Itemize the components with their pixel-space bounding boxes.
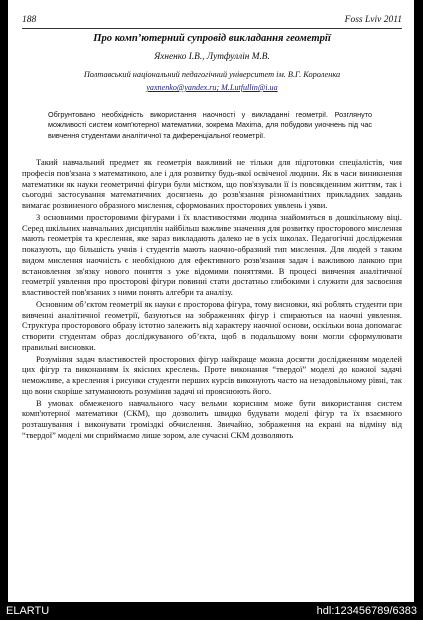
paper-abstract: Обгрунтовано необхідність використання наочності у викладанні геометрії. Розглянуто можливості систем комп'ютерної математики, зокрема Maxima, для побудови уиочнень під час вивчення студентами аналітичної та диференціальної геометрії. — [48, 110, 372, 140]
handle-label: hdl:123456789/6383 — [316, 605, 417, 617]
body-paragraph-3: Основним об’єктом геометрії як науки є просторова фігура, тому висновки, які роблять студенти при вивченні аналітичної геометрії, базуються на зображеннях фігур і спираються на наочні уявлення. Структура просторового образу істотно залежить від характеру наочної основи, оскільки вона допомагає створити студентам образ досліджуваного об’єкта, щоб в подальшому вони могли сформулювати правильні висновки. — [22, 298, 402, 352]
body-paragraph-5: В умовах обмеженого навчального часу вельми корисним може бути використання систем комп'ютерної математики (СКМ), що дозволить швидко будувати моделі фігур та їх взаємного розташування і виконувати громіздкі обчислення. Звичайно, зображення на екрані на відміну від “твердої” моделі ми сприймаємо лише зором, але сучасні СКМ дозволяють — [22, 397, 402, 440]
paper-title: Про комп’ютерний супровід викладання геометрії — [93, 33, 331, 44]
paper-page — [8, 0, 414, 602]
paper-authors: Яхненко І.В., Лутфуллін М.В. — [154, 52, 270, 62]
journal-name: Foss Lviv 2011 — [344, 15, 402, 25]
page-number: 188 — [22, 15, 37, 25]
body-paragraph-2: З основними просторовими фігурами і їх властивостями людина знайомиться в дошкільному віці. Серед шкільних навчальних дисциплін найбільш важливе значення для розвитку просторового мислення мають геометрія та креслення, яке зараз викладають далеко не в усіх школах. Педагогічні дослідження показують, що більшість учнів і студентів мають наочно-образний тип мислення. Для людей з таким видом мислення наочність є необхідною для ефективного розв'язання задач і важливою ланкою при встановлення зв'язку нового поняття з уже відомими поняттями. В процесі вивчення аналітичної геометрії уявлення про просторові фігури повинні стати достатньо глибокими і служити для засвоєння властивостей пов'язаних з ними понять алгебри та аналізу. — [22, 211, 402, 297]
running-header — [22, 13, 402, 27]
email-links[interactable]: yaxnenko@yandex.ru; M.Lutfullin@i.ua — [146, 83, 278, 92]
paper-affiliation: Полтавський національний педагогічний університет ім. В.Г. Короленка — [83, 70, 341, 79]
paper-body — [22, 157, 402, 442]
viewer-footer-bar — [0, 602, 423, 620]
body-paragraph-1: Такий навчальний предмет як геометрія важливий не тільки для підготовки спеціалістів, чия професія пов'язана з математикою, але і для розвитку будь-якої освіченої людини. Як в часи виникнення математики як науки геометричні фігури були містком, що пов'язували її із повсякденним життям, так і сьогодні застосування математичних досягнень до розв'язання різноманітних прикладних завдань вимагає розвиненого образного мислення, сформованих просторових уявлень і уяви. — [22, 157, 402, 210]
author-emails — [22, 83, 402, 92]
body-paragraph-4: Розуміння задач властивостей просторових фігур найкраще можна досягти дослідженням моделей цих фігур та виконанням їх якісних креслень. Проте виконання “твердої” моделі до кожної задачі неможливе, а креслення і рисунки студенти перших курсів виконують часто на незадовільному рівні, так що вони скоріше затуманюють розуміння задачі ні прояснюють його. — [22, 353, 402, 396]
repository-label: ELARTU — [6, 605, 50, 617]
header-rule — [22, 28, 402, 29]
